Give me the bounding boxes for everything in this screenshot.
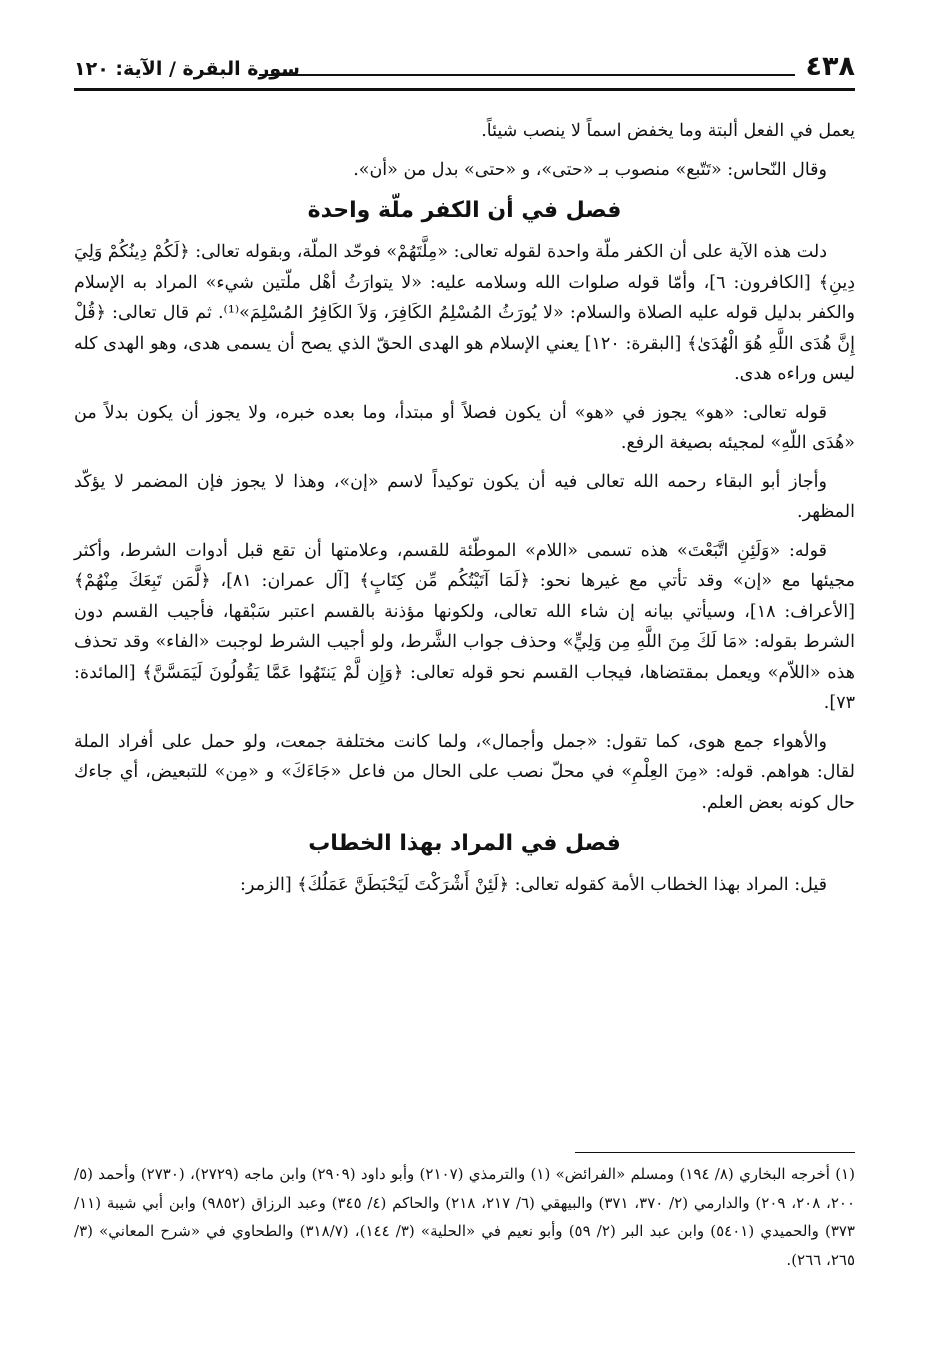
- paragraph: دلت هذه الآية على أن الكفر ملّة واحدة لقوله تعالى: «مِلَّتَهُمْ» فوحّد الملّة، وبقوله تعالى: ﴿لَكُمْ دِينُكُمْ وَلِيَ دِينِ﴾ [الكافرون: ٦]، وأمّا قوله صلوات الله وسلامه عليه: «لا يتوارَثُ أهْل ملّتين شيء» المراد به الإسلام والكفر بدليل قوله عليه الصلاة والسلام: «لا يُورَثُ المُسْلِمُ الكَافِرَ، وَلاَ الكَافِرُ المُسْلِمَ»⁽¹⁾. ثم قال تعالى: ﴿قُلْ إِنَّ هُدَى اللَّهِ هُوَ الْهُدَىٰ﴾ [البقرة: ١٢٠] يعني الإسلام هو الهدى الحقّ الذي يصح أن يسمى هدى، وهو الهدى كله ليس وراءه هدى.: [74, 242, 856, 384]
- footnotes: [74, 1160, 855, 1274]
- page-number: ٤٣٨: [805, 51, 855, 82]
- paragraph: وقال النّحاس: «تَتّبع» منصوب بـ «حتى»، و «حتى» بدل من «أن».: [353, 159, 827, 180]
- paragraph: يعمل في الفعل ألبتة وما يخفض اسماً لا ينصب شيئاً.: [481, 121, 855, 141]
- header-rule: [74, 88, 855, 91]
- section-heading: فصل في أن الكفر ملّة واحدة: [307, 198, 622, 223]
- header-divider-line: [259, 74, 795, 76]
- footnote-rule: [575, 1152, 855, 1153]
- footnote: (١) أخرجه البخاري (٨/ ١٩٤) ومسلم «الفرائض» (١) والترمذي (٢١٠٧) وأبو داود (٢٩٠٩) وابن ماجه (٢٧٢٩)، (٢٧٣٠) وأحمد (٥/ ٢٠٠، ٢٠٨، ٢٠٩) والدارمي (٢/ ٣٧٠، ٣٧١) والبيهقي (٦/ ٢١٧، ٢١٨) والحاكم (٤/ ٣٤٥) وعبد الرزاق (٩٨٥٢) وابن أبي شيبة (١١/ ٣٧٣) والحميدي (٥٤٠١) وابن عبد البر (٢/ ٥٩) وأبو نعيم في «الحلية» (٣/ ١٤٤)، (٣١٨/٧) والطحاوي في «شرح المعاني» (٣/ ٢٦٥، ٢٦٦).: [74, 1165, 856, 1269]
- paragraph: قوله تعالى: «هو» يجوز في «هو» أن يكون فصلاً أو مبتدأ، وما بعده خبره، ولا يجوز أن يكون بدلاً من «هُدَى اللّهِ» لمجيئه بصيغة الرفع.: [74, 402, 855, 453]
- paragraph: قيل: المراد بهذا الخطاب الأمة كقوله تعالى: ﴿لَئِنْ أَشْرَكْتَ لَيَحْبَطَنَّ عَمَلُكَ﴾ [الزمر:: [240, 875, 827, 895]
- paragraph: قوله: «وَلَئِنِ اتَّبَعْتَ» هذه تسمى «اللام» الموطّئة للقسم، وعلامتها أن تقع قبل أدوات الشرط، وأكثر مجيئها مع «إن» وقد تأتي مع غيرها نحو: ﴿لَمَا آتَيْتُكُم مِّن كِتَابٍ﴾ [آل عمران: ٨١]، ﴿لَّمَن تَبِعَكَ مِنْهُمْ﴾ [الأعراف: ١٨]، وسيأتي بيانه إن شاء الله تعالى، ولكونها مؤذنة بالقسم اعتبر سَبْقها، فأجيب القسم دون الشرط بقوله: «مَا لَكَ مِنَ اللَّهِ مِن وَلِيٍّ» وحذف جواب الشَّرط، ولو أجيب الشرط لوجبت «الفاء» وقد تحذف هذه «اللاّم» ويعمل بمقتضاها، فيجاب القسم نحو قوله تعالى: ﴿وَإِن لَّمْ يَنتَهُوا عَمَّا يَقُولُونَ لَيَمَسَّنَّ﴾ [المائدة: ٧٣].: [74, 540, 855, 713]
- main-text: [74, 116, 855, 909]
- paragraph: والأهواء جمع هوى، كما تقول: «جمل وأجمال»، ولما كانت مختلفة جمعت، ولو حمل على أفراد الملة لقال: هواهم. قوله: «مِنَ العِلْمِ» في محلّ نصب على الحال من فاعل «جَاءَكَ» و «مِن» للتبعيض، أي جاءك حال كونه بعض العلم.: [74, 731, 855, 813]
- running-header: [74, 50, 855, 84]
- section-heading: فصل في المراد بهذا الخطاب: [308, 831, 621, 856]
- surah-reference: سورة البقرة / الآية: ١٢٠: [74, 58, 300, 80]
- paragraph: وأجاز أبو البقاء رحمه الله تعالى فيه أن يكون توكيداً لاسم «إن»، وهذا لا يجوز فإن المضمر لا يؤكّد المظهر.: [74, 471, 855, 522]
